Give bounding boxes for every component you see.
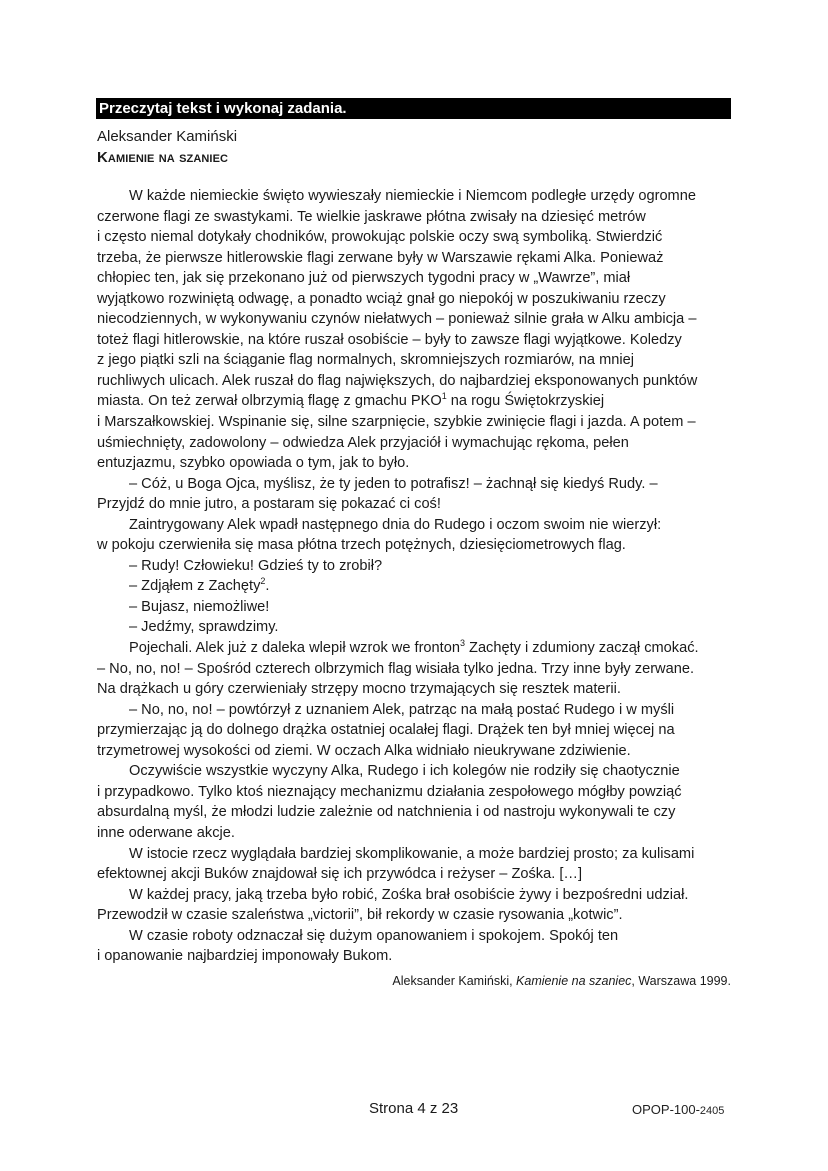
- text-line: [97, 330, 737, 351]
- text-line: [97, 309, 737, 330]
- text-line-content: – Cóż, u Boga Ojca, myślisz, że ty jeden to potrafisz! – żachnął się kiedyś Rudy. –: [129, 475, 658, 492]
- text-line: [97, 905, 737, 926]
- text-line-continuation: .: [265, 578, 270, 595]
- text-line: [97, 474, 737, 495]
- task-instruction-bar: Przeczytaj tekst i wykonaj zadania.: [96, 98, 731, 119]
- text-line-content: i Marszałkowskiej. Wspinanie się, silne szarpnięcie, szybkie zwinięcie flagi i jazda. A potem –: [97, 414, 696, 431]
- text-line: [97, 248, 737, 269]
- text-line-content: toteż flagi hitlerowskie, na które ruszał osobiście – były to zawsze flagi wyjątkowe. Koledzy: [97, 331, 682, 348]
- text-line-content: Przewodził w czasie szaleństwa „victorii”, bił rekordy w czasie rysowania „kotwic”.: [97, 907, 623, 924]
- text-line: [97, 823, 737, 844]
- text-line: [97, 515, 737, 536]
- text-line: [97, 371, 737, 392]
- text-line-content: niecodziennych, w wykonywaniu czynów niełatwych – ponieważ silnie grała w Alku ambicja –: [97, 311, 697, 328]
- text-line-content: – Jedźmy, sprawdzimy.: [129, 619, 279, 636]
- text-line-content: Oczywiście wszystkie wyczyny Alka, Rudego i ich kolegów nie rodziły się chaotycznie: [129, 763, 680, 780]
- footnote-marker: 3: [459, 638, 465, 649]
- author-name: Aleksander Kamiński: [97, 128, 238, 145]
- text-line-continuation: na rogu Świętokrzyskiej: [446, 393, 605, 410]
- text-line: [97, 453, 737, 474]
- text-line: [97, 638, 737, 659]
- text-line-continuation: Zachęty i zdumiony zaczął cmokać.: [464, 640, 699, 657]
- text-line: [97, 494, 737, 515]
- text-line-content: trzymetrowej wysokości od ziemi. W oczach Alka widniało nieukrywane zdziwienie.: [97, 742, 631, 759]
- text-line: [97, 617, 737, 638]
- text-line: [97, 412, 737, 433]
- text-line: [97, 844, 737, 865]
- text-line-content: – Bujasz, niemożliwe!: [129, 598, 270, 615]
- text-line-content: Zaintrygowany Alek wpadł następnego dnia do Rudego i oczom swoim nie wierzył:: [129, 516, 662, 533]
- text-line-content: W czasie roboty odznaczał się dużym opanowaniem i spokojem. Spokój ten: [129, 927, 619, 944]
- text-line: [97, 802, 737, 823]
- text-line-content: W każdej pracy, jaką trzeba było robić, Zośka brał osobiście żywy i bezpośredni udział.: [129, 886, 689, 903]
- text-line-content: entuzjazmu, szybko opowiada o tym, jak to było.: [97, 455, 410, 472]
- text-line-content: – Rudy! Człowieku! Gdzieś ty to zrobił?: [129, 557, 383, 574]
- source-title: Kamienie na szaniec: [516, 974, 632, 988]
- text-line: [97, 350, 737, 371]
- page-number: Strona 4 z 23: [369, 1100, 459, 1117]
- text-line-content: miasta. On też zerwał olbrzymią flagę z gmachu PKO: [97, 393, 442, 410]
- work-title: Kamienie na szaniec: [97, 149, 229, 166]
- text-line: [97, 782, 737, 803]
- text-line: [97, 556, 737, 577]
- text-line-content: W istocie rzecz wyglądała bardziej skomplikowanie, a może bardziej prosto; za kulisami: [129, 845, 695, 862]
- source-rest: , Warszawa 1999.: [631, 974, 731, 988]
- footnote-marker: 2: [260, 576, 266, 587]
- text-line: [97, 741, 737, 762]
- text-line-content: Przyjdź do mnie jutro, a postaram się pokazać ci coś!: [97, 496, 441, 513]
- text-line: [97, 597, 737, 618]
- text-line: [97, 720, 737, 741]
- text-line: [97, 268, 737, 289]
- text-line-content: i często niemal dotykały chodników, prowokując polskie oczy swą symboliką. Stwierdzić: [97, 229, 663, 246]
- text-line-content: Na drążkach u góry czerwieniały strzępy mocno trzymających się resztek materii.: [97, 681, 621, 698]
- text-line-content: – No, no, no! – Spośród czterech olbrzymich flag wisiała tylko jedna. Trzy inne były zerwane.: [97, 660, 695, 677]
- exam-code-main: OPOP-100-: [632, 1102, 700, 1117]
- text-line-content: przymierzając ją do dolnego drążka ostatniej ocalałej flagi. Drążek ten był mniej więcej na: [97, 722, 675, 739]
- text-line-content: uśmiechnięty, zadowolony – odwiedza Alek przyjaciół i wymachując rękoma, pełen: [97, 434, 629, 451]
- source-author: Aleksander Kamiński,: [392, 974, 517, 988]
- text-line-content: w pokoju czerwieniła się masa płótna trzech potężnych, dziesięciometrowych flag.: [97, 537, 626, 554]
- excerpt-text: [97, 186, 737, 967]
- text-line: [97, 926, 737, 947]
- text-line: [97, 535, 737, 556]
- text-line-content: inne oderwane akcje.: [97, 824, 235, 841]
- text-line-content: trzeba, że pierwsze hitlerowskie flagi zerwane były w Warszawie rękami Alka. Ponieważ: [97, 249, 664, 266]
- text-line: [97, 761, 737, 782]
- text-line-content: ruchliwych ulicach. Alek ruszał do flag największych, do najbardziej eksponowanych punktów: [97, 372, 698, 389]
- text-line-content: czerwone flagi ze swastykami. Te wielkie jaskrawe płótna zwisały na dziesięć metrów: [97, 208, 646, 225]
- text-line: [97, 864, 737, 885]
- text-line-content: wyjątkowo rozwiniętą odwagę, a ponadto wciąż gnał go niepokój w poszukiwaniu rzeczy: [97, 290, 666, 307]
- text-line-content: – No, no, no! – powtórzył z uznaniem Alek, patrząc na małą postać Rudego i w myśli: [129, 701, 675, 718]
- text-line-content: absurdalną myśl, że młodzi ludzie zależnie od natchnienia i od nastroju wykonywali te czy: [97, 804, 676, 821]
- text-line: [97, 659, 737, 680]
- text-line: [97, 227, 737, 248]
- text-line-content: chłopiec ten, jak się przekonano już od pierwszych tygodni pracy w „Wawrze”, miał: [97, 270, 631, 287]
- text-line: [97, 186, 737, 207]
- source-citation: [392, 973, 731, 989]
- text-line-content: efektownej akcji Buków znajdował się ich przywódca i reżyser – Zośka. […]: [97, 866, 583, 883]
- text-line-content: – Zdjąłem z Zachęty: [129, 578, 261, 595]
- text-line: [97, 433, 737, 454]
- text-line: [97, 679, 737, 700]
- text-line: [97, 885, 737, 906]
- exam-code-suffix: 2405: [699, 1105, 725, 1117]
- text-line-content: W każde niemieckie święto wywieszały niemieckie i Niemcom podległe urzędy ogromne: [129, 188, 696, 204]
- text-line-content: z jego piątki szli na ściąganie flag normalnych, skromniejszych rozmiarów, na mniej: [97, 352, 634, 369]
- text-line: [97, 207, 737, 228]
- text-line: [97, 576, 737, 597]
- text-line: [97, 391, 737, 412]
- text-line-content: i przypadkowo. Tylko ktoś nieznający mechanizmu działania zespołowego mógłby powziąć: [97, 783, 682, 800]
- text-line: [97, 700, 737, 721]
- exam-code: [632, 1102, 724, 1117]
- footnote-marker: 1: [441, 391, 447, 402]
- text-line: [97, 946, 737, 967]
- text-line: [97, 289, 737, 310]
- text-line-content: i opanowanie najbardziej imponowały Bukom.: [97, 948, 393, 965]
- text-line-content: Pojechali. Alek już z daleka wlepił wzrok we fronton: [129, 640, 460, 657]
